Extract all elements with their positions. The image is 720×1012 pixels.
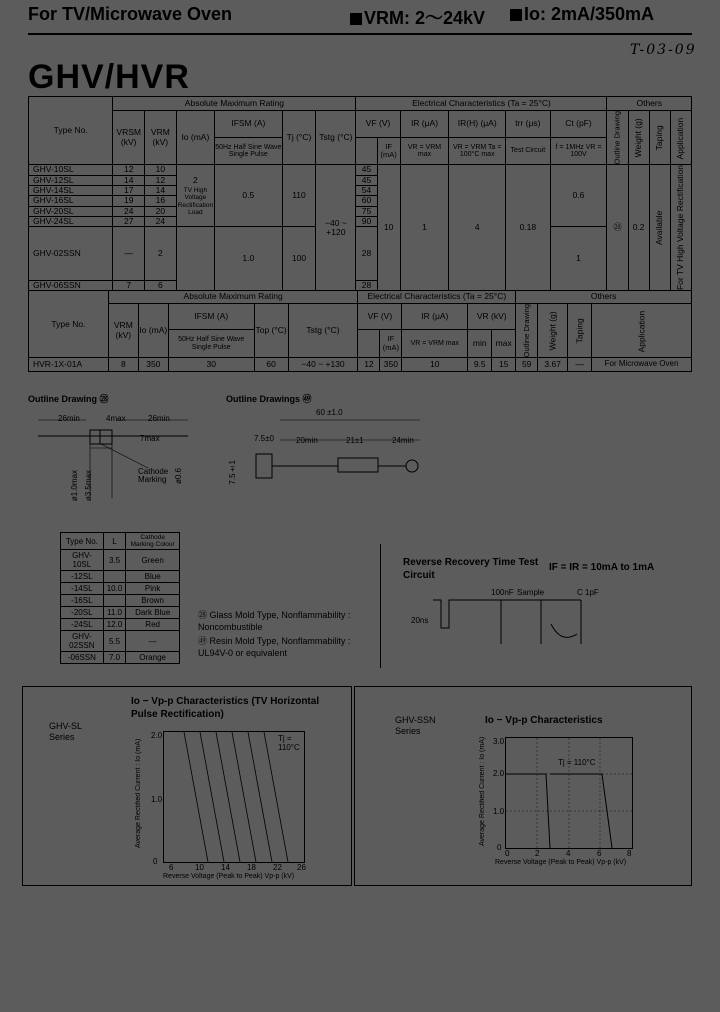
vrm-text: VRM: 2～24kV <box>364 8 486 28</box>
graph2-xtick: 2 <box>535 849 540 858</box>
col-ifsm: IFSM (A) <box>215 111 283 138</box>
col-trr: trr (μs) <box>506 111 550 138</box>
table-row: -16SL Brown <box>61 595 180 607</box>
graph1-plot-area <box>163 731 305 863</box>
col-vrsm: VRSM (kV) <box>113 111 145 165</box>
graph-ghv-sl-panel <box>22 686 352 886</box>
table-row: -14SL 10.0 Pink <box>61 583 180 595</box>
graph1-xtick: 26 <box>297 863 306 872</box>
spec-table-hvr: Type No. Absolute Maximum Rating Electrical Characteristics (Ta = 25°C) Others VRM (kV) Io (mA) IFSM (A) Top (°C) Tstg (°C) VF (V) IR (μA) VR (kV) Outline Drawing Weight (g) Taping Application 50Hz Half Sine Wave Single Pulse IF (mA) VR = VRM max min max HVR-1X-01A 8 350 30 60 −40 ~ +130 12 350 10 9.5 15 59 3.67 — For Microwave Oven <box>28 290 692 372</box>
io-text: Io: 2mA/350mA <box>524 4 655 24</box>
graph2-tj-label: Tj = 110°C <box>558 758 596 767</box>
table-row: GHV-02SSN 5.5 — <box>61 631 180 652</box>
graph2-title: Io − Vp-p Characteristics <box>485 715 603 726</box>
vrm-range <box>350 4 485 30</box>
graph1-ytick: 1.0 <box>151 795 163 804</box>
group-others: Others <box>607 97 692 111</box>
handwritten-code: T-03-09 <box>630 42 697 58</box>
graph2-series: GHV-SSN Series <box>395 715 436 736</box>
bullet-square-icon <box>350 13 362 25</box>
graph1-ylabel: Average Rectified Current : Io (mA) <box>135 738 142 848</box>
col-io: Io (mA) <box>176 111 214 165</box>
graph2-curves <box>506 738 632 848</box>
table-row: -24SL 12.0 Red <box>61 619 180 631</box>
io-range <box>510 4 654 25</box>
col-ir: IR (μA) <box>400 111 449 138</box>
graph1-xlabel: Reverse Voltage (Peak to Peak) Vp-p (kV) <box>163 873 295 880</box>
graph2-xtick: 8 <box>627 849 632 858</box>
graph2-xtick: 0 <box>505 849 510 858</box>
col-ct: Ct (pF) <box>550 111 607 138</box>
col-vrm: VRM (kV) <box>145 111 177 165</box>
table-row: GHV-02SSN — 2 1.0 100 28 1 <box>29 227 692 281</box>
table-row: -12SL Blue <box>61 571 180 583</box>
graph2-ytick: 1.0 <box>493 807 505 816</box>
page-header-title: For TV/Microwave Oven <box>28 4 233 24</box>
graph2-ylabel: Average Rectified Current : Io (mA) <box>479 736 486 846</box>
table-row: GHV-20SL 24 20 75 <box>29 206 692 216</box>
graph-ghv-ssn-panel <box>354 686 692 886</box>
cathode-colour-table: Type No. L Cathode Marking Colour GHV-10SL 3.5 Green -12SL Blue -14SL 10.0 Pink -16SL Brown -20SL 11.0 Dark Blue -24SL 12.0 Red GHV-02SSN 5.5 — -06SSN 7.0 Orange <box>60 532 180 664</box>
spec-table-ghv <box>28 96 692 291</box>
sub-ir: VR = VRM max <box>400 138 449 165</box>
graph1-title: Io − Vp-p Characteristics (TV Horizontal Pulse Rectification) <box>131 696 320 720</box>
table-row: GHV-12SL 14 12 45 <box>29 175 692 185</box>
table-row: -06SSN 7.0 Orange <box>61 652 180 664</box>
table-row: GHV-16SL 19 16 60 <box>29 196 692 206</box>
series-title: GHV/HVR <box>28 58 190 96</box>
note-resin-mold: ㊾ Resin Mold Type, Nonflammability : UL94V-0 or equivalent <box>198 636 351 658</box>
graph2-xlabel: Reverse Voltage (Peak to Peak) Vp-p (kV) <box>495 859 627 866</box>
graph1-ytick: 0 <box>153 857 158 866</box>
graph1-xtick: 10 <box>195 863 204 872</box>
graph1-tj-label: Tj = 110°C <box>278 734 300 752</box>
table-row: GHV-06SSN 7 6 28 <box>29 281 692 291</box>
graph2-ytick: 2.0 <box>493 769 505 778</box>
col-application: Application <box>670 111 691 165</box>
io-sl-cell: 2 TV High Voltage Rectification Load <box>176 165 214 227</box>
graph1-xtick: 18 <box>247 863 256 872</box>
group-amr: Absolute Maximum Rating <box>113 97 356 111</box>
col-type: Type No. <box>29 97 113 165</box>
graph2-xtick: 4 <box>566 849 571 858</box>
graph1-xtick: 6 <box>169 863 174 872</box>
graph2-ytick: 0 <box>497 843 502 852</box>
table-row: GHV-10SL 3.5 Green <box>61 550 180 571</box>
graph1-xtick: 22 <box>273 863 282 872</box>
bullet-square-icon <box>510 9 522 21</box>
table-row: GHV-10SL 12 10 2 TV High Voltage Rectification Load 0.5 110 −40 ~ +120 45 10 1 4 0.18 0.6 ㉘ 0.2 Available For TV High Voltage Rectification <box>29 165 692 175</box>
graph2-xtick: 6 <box>597 849 602 858</box>
sub-trr: Test Circuit <box>506 138 550 165</box>
graph1-xtick: 14 <box>221 863 230 872</box>
table-row: GHV-24SL 27 24 90 <box>29 217 692 227</box>
col-tj: Tj (°C) <box>282 111 316 165</box>
col-outline: Outline Drawing <box>607 111 628 165</box>
sub-ifsm: 50Hz Half Sine Wave Single Pulse <box>215 138 283 165</box>
sub-irh: VR = VRM Ta = 100°C max <box>449 138 506 165</box>
col-vf: VF (V) <box>356 111 400 138</box>
table-row: HVR-1X-01A 8 350 30 60 −40 ~ +130 12 350 10 9.5 15 59 3.67 — For Microwave Oven <box>29 358 692 372</box>
col-weight: Weight (g) <box>628 111 649 165</box>
graph2-plot-area <box>505 737 633 849</box>
outline28-title: Outline Drawing ㉘ <box>28 394 109 404</box>
header-rule <box>28 33 692 35</box>
note-glass-mold: ㉘ Glass Mold Type, Nonflammability : Noncombustible <box>198 610 351 632</box>
group-ec: Electrical Characteristics (Ta = 25°C) <box>356 97 607 111</box>
table-row: -20SL 11.0 Dark Blue <box>61 607 180 619</box>
graph2-ytick: 3.0 <box>493 737 505 746</box>
outline59-drawing <box>230 410 430 490</box>
graph1-ytick: 2.0 <box>151 731 163 740</box>
graph1-curves <box>164 732 304 862</box>
sub-ct: f = 1MHz VR = 100V <box>550 138 607 165</box>
table-row: GHV-14SL 17 14 54 <box>29 186 692 196</box>
col-tstg: Tstg (°C) <box>316 111 356 165</box>
outline59-title: Outline Drawings ㊾ <box>226 394 312 404</box>
outline28-drawing <box>28 408 198 508</box>
graph1-series: GHV-SL Series <box>49 721 82 742</box>
col-taping: Taping <box>649 111 670 165</box>
trr-circuit-panel: Reverse Recovery Time Test Circuit IF = IR = 10mA to 1mA 100nF Sample 20ns C 1pF <box>380 544 693 668</box>
sub-if: IF (mA) <box>377 138 400 165</box>
col-irh: IR(H) (μA) <box>449 111 506 138</box>
